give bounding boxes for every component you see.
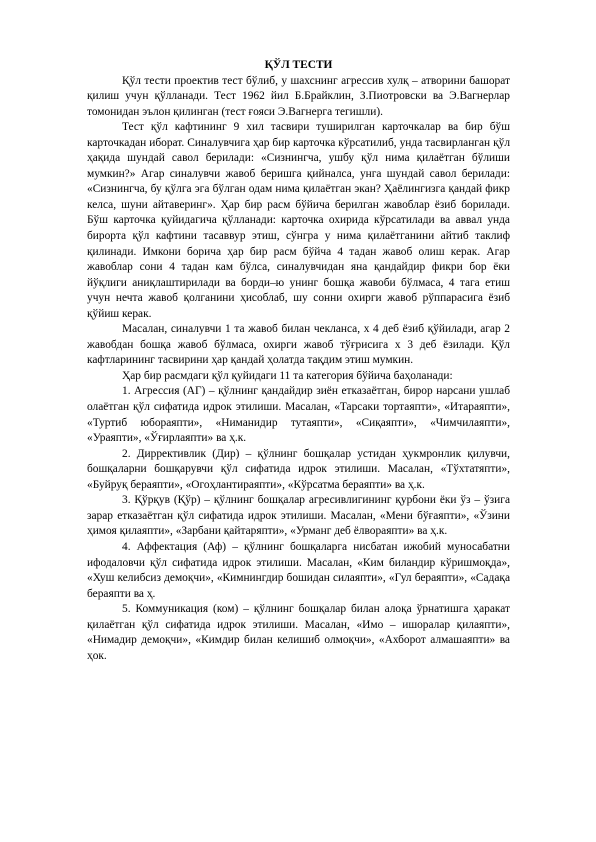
- category-fear: 3. Қўрқув (Қўр) – қўлнинг бошқалар агресивлигининг қурбони ёки ўз – ўзига зарар етказаётган қўл сифатида идрок этилиши. Масалан, «Мени бўғаяпти», «Ўзини ҳимоя қилаяпти», «Зарбани қайтаряпти», «Урманг деб ёлвораяпти» ва ҳ.к.: [87, 494, 510, 538]
- category-aggression: 1. Агрессия (АГ) – қўлнинг қандайдир зиён етказаётган, бирор нарсани ушлаб олаётган қўл сифатида идрок этилиши. Масалан, «Тарсаки тортаяпти», «Итараяпти», «Туртиб юбораяпти», «Ниманидир тутаяпти», «Сиқаяпти», «Чимчилаяпти», «Ураяпти», «Ўғирлаяпти» ва ҳ.к.: [87, 385, 510, 445]
- paragraph-procedure: Тест қўл кафтининг 9 хил тасвири туширилган карточкалар ва бир бўш карточкадан иборат. Синалувчига ҳар бир карточка кўрсатилиб, унда тасвирланган қўл ҳақида шундай савол берилади: «Сизнингча, ушбу қўл нима қилаётган бўлиши мумкин?» Агар синалувчи жавоб беришга қийналса, унга шундай савол берилади: «Сизнингча, бу қўлга эга бўлган одам нима қилаётган экан? Ҳаёлингизга қандай фикр келса, шуни айтаверинг». Ҳар бир расм бўйича берилган жавоблар ёзиб борилади. Бўш карточка қуйидагича қўлланади: карточка охирида кўрсатилади ва аввал унда бирорта қўл кафтини тасаввур этиш, сўнгра у нима қилаётганини айтиб таклиф қилинади. Имкони борича ҳар бир расм бўйча 4 тадан жавоб олиш керак. Агар жавоблар сони 4 тадан кам бўлса, синалувчидан яна қандайдир фикри бор ёки йўқлиги аниқлаштирилади ва борди–ю унинг бошқа жавоби бўлмаса, 4 тага етиш учун нечта жавоб қолганини ҳисоблаб, шу сонни охирги жавоб рўппарасига ёзиб қўйиш керак.: [87, 121, 510, 320]
- document-title: ҚЎЛ ТЕСТИ: [264, 59, 333, 71]
- document-page: [87, 58, 510, 664]
- category-communication: 5. Коммуникация (ком) – қўлнинг бошқалар билан алоқа ўрнатишга ҳаракат қилаётган қўл сифатида идрок этилиши. Масалан, «Имо – ишоралар қилаяпти», «Нимадир демоқчи», «Кимдир билан келишиб олмоқчи», «Ахборот алмашаяпти» ва ҳок.: [87, 603, 510, 662]
- category-affection: 4. Аффектация (Аф) – қўлнинг бошқаларга нисбатан ижобий муносабатни ифодаловчи қўл сифатида идрок этилиши. Масалан, «Ким биландир кўришмоқда», «Хуш келибсиз демоқчи», «Кимнингдир бошидан силаяпти», «Гул бераяпти», «Садақа бераяпти ва ҳ.: [87, 540, 510, 600]
- paragraph-intro: Қўл тести проектив тест бўлиб, у шахснинг агрессив хулқ – атворини башорат қилиш учун қўлланади. Тест 1962 йил Б.Брайклин, З.Пиотровски ва Э.Вагнерлар томонидан эълон қилинган (тест ғояси Э.Вагнерга тегишли).: [87, 74, 510, 118]
- category-directivity: 2. Диррективлик (Дир) – қўлнинг бошқалар устидан ҳукмронлик қилувчи, бошқаларни бошқарувчи қўл сифатида идрок этилиши. Масалан, «Тўхтатяпти», «Буйруқ бераяпти», «Огоҳлантираяпти», «Кўрсатма бераяпти» ва ҳ.к.: [87, 447, 510, 491]
- paragraph-example: Масалан, синалувчи 1 та жавоб билан чекланса, х 4 деб ёзиб қўйилади, агар 2 жавобдан бошқа жавоб бўлмаса, охирги жавоб тўғрисига х 3 деб ёзилади. Қўл кафтларининг тасвирини ҳар қандай ҳолатда тақдим этиш мумкин.: [87, 323, 510, 367]
- paragraph-categories-intro: Ҳар бир расмдаги қўл қуйидаги 11 та категория бўйича баҳоланади:: [122, 369, 453, 382]
